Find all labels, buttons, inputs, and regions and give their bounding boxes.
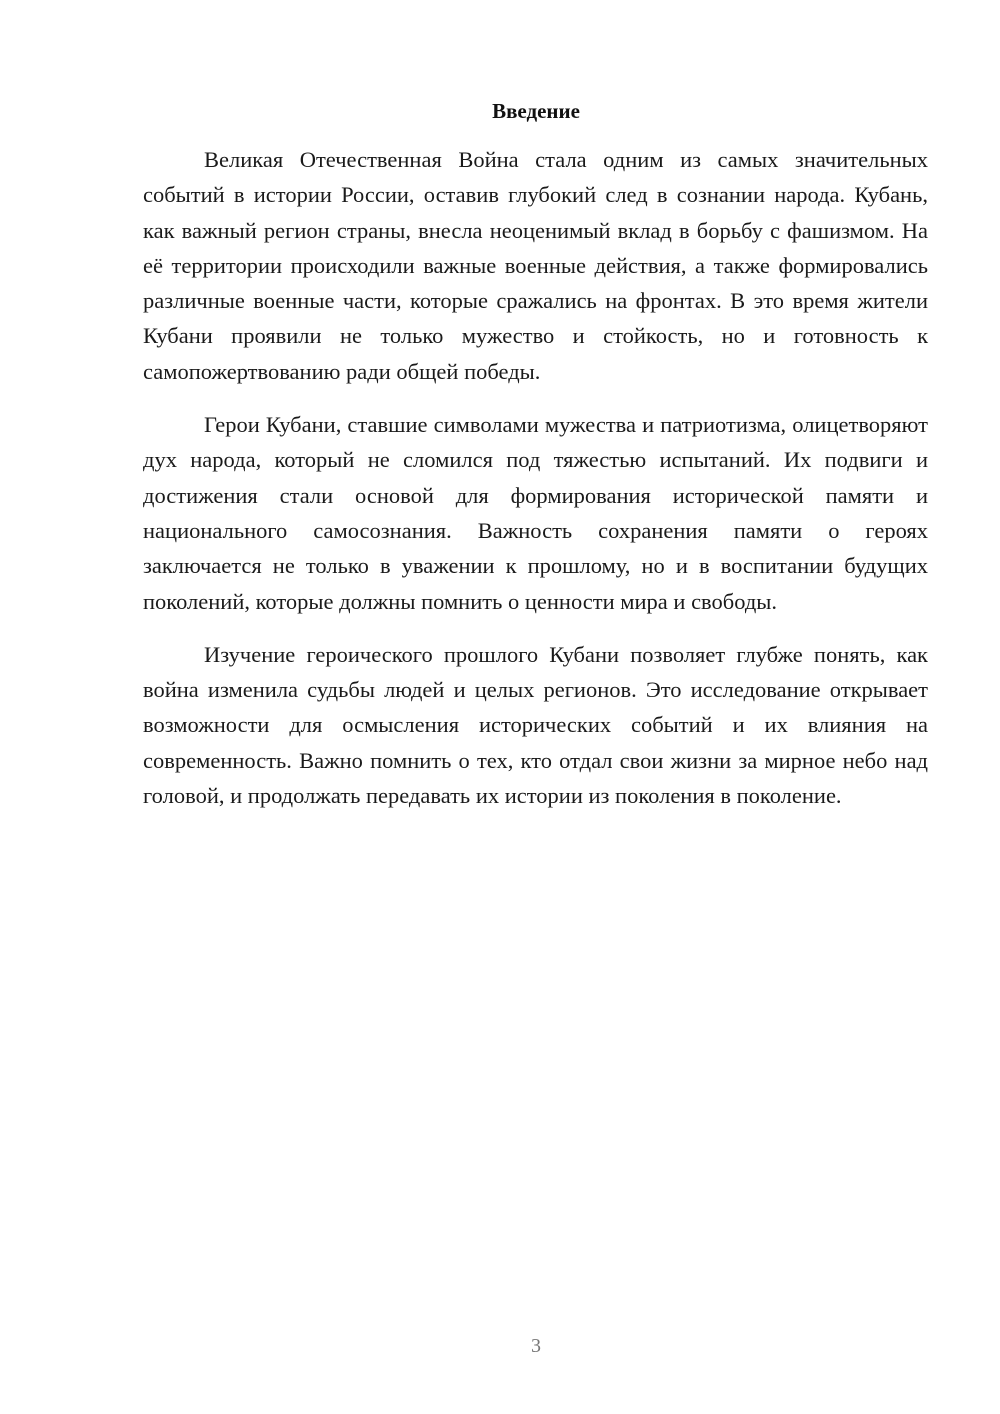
- paragraph-2: Герои Кубани, ставшие символами мужества и патриотизма, олицетворяют дух народа, который не сломился под тяжестью испытаний. Их подвиги и достижения стали основой для формирования исторической памяти и национального самосознания. Важность сохранения памяти о героях заключается не только в уважении к прошлому, но и в воспитании будущих поколений, которые должны помнить о ценности мира и свободы.: [143, 412, 928, 614]
- paragraph-3: Изучение героического прошлого Кубани позволяет глубже понять, как война изменила судьбы людей и целых регионов. Это исследование открывает возможности для осмысления исторических событий и их влияния на современность. Важно помнить о тех, кто отдал свои жизни за мирное небо над головой, и продолжать передавать их истории из поколения в поколение.: [143, 641, 928, 809]
- document-body: [143, 142, 928, 831]
- page-number: 3: [531, 1335, 541, 1357]
- paragraph-1: Великая Отечественная Война стала одним из самых значительных событий в истории России, оставив глубокий след в сознании народа. Кубань, как важный регион страны, внесла неоценимый вклад в борьбу с фашизмом. На её территории происходили важные военные действия, а также формировались различные военные части, которые сражались на фронтах. В это время жители Кубани проявили не только мужество и стойкость, но и готовность к самопожертвованию ради общей победы.: [143, 147, 928, 384]
- section-heading: Введение: [492, 99, 580, 123]
